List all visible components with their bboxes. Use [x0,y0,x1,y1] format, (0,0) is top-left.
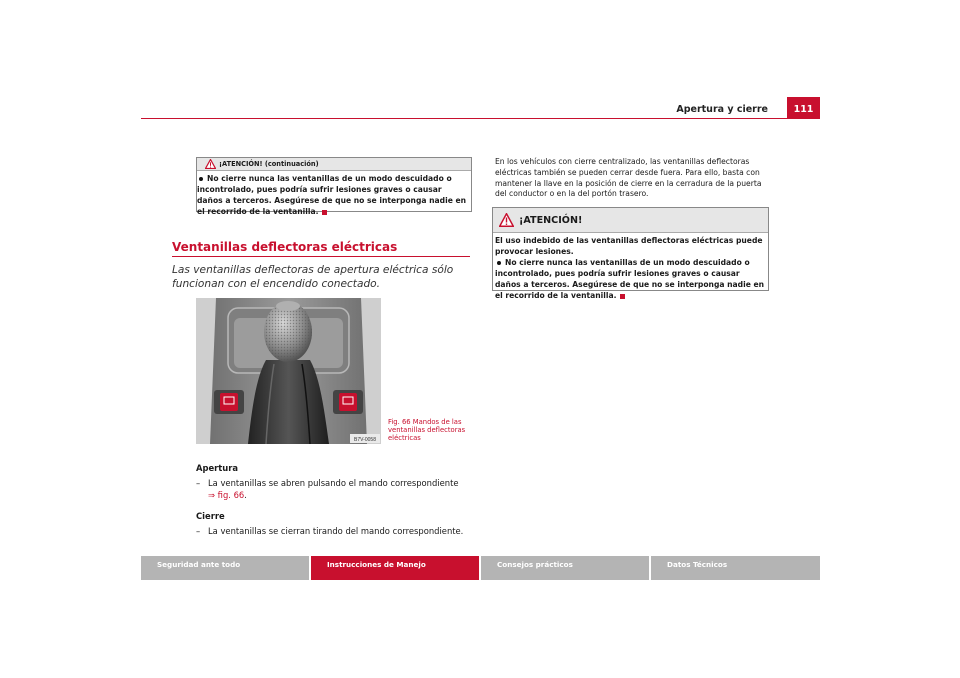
warning-intro: El uso indebido de las ventanillas deflectoras eléctricas puede provocar lesiones. [495,236,763,256]
apertura-text: La ventanillas se abren pulsando el mando correspondiente [208,478,459,488]
warning-bullet-text: No cierre nunca las ventanillas de un modo descuidado o incontrolado, pues podría sufrir lesiones graves o causar daños a terceros. Asegúrese de que no se interponga nadie en el recorrido de la ventanilla. [197,174,467,216]
figure-caption: Fig. 66 Mandos de las ventanillas deflectoras eléctricas [388,418,466,442]
warning-triangle-icon [499,213,514,227]
apertura-heading: Apertura [196,463,239,473]
warning-box-continued [196,157,472,216]
figure-code: B7V-0058 [354,437,376,443]
warning-title: ¡ATENCIÓN! (continuación) [219,159,319,168]
section-rule [172,256,470,257]
warning-bullet-text: No cierre nunca las ventanillas de un modo descuidado o incontrolado, pues podría sufrir lesiones graves o causar daños a terceros. Asegúrese de que no se interponga nadie en el recorrido de la ventanilla. [495,258,765,300]
apertura-period: . [244,490,247,500]
apertura-item [196,477,471,501]
cierre-text: La ventanillas se cierran tirando del mando correspondiente. [208,526,464,536]
tab-label: Seguridad ante todo [157,560,241,569]
left-window-switch [220,393,238,411]
warning-header [197,158,471,171]
right-window-switch [339,393,357,411]
warning-body [493,233,768,303]
warning-triangle-icon [205,159,216,169]
cierre-heading: Cierre [196,511,225,521]
gear-console-illustration [196,298,381,444]
dash: – [196,526,201,536]
end-mark-icon [620,294,625,299]
bullet-icon [497,261,501,265]
tab-label: Datos Técnicos [667,560,728,569]
tab-label: Consejos prácticos [497,560,573,569]
bullet-icon [199,177,203,181]
dash: – [196,478,201,488]
section-title: Ventanillas deflectoras eléctricas [172,240,398,254]
warning-title: ¡ATENCIÓN! [519,214,583,226]
warning-header [493,208,768,233]
running-header-title: Apertura y cierre [676,104,768,115]
header-rule [141,118,820,119]
end-mark-icon [322,210,327,215]
tab-seguridad[interactable] [141,556,309,580]
warning-body [197,171,471,219]
fig-66-link[interactable]: ⇒ fig. 66 [208,490,245,500]
tab-consejos[interactable] [481,556,649,580]
tab-instrucciones[interactable] [311,556,479,580]
figure-gear-shifter-controls [196,298,381,444]
cierre-item [196,525,471,537]
tab-label: Instrucciones de Manejo [327,560,426,569]
section-subtitle: Las ventanillas deflectoras de apertura eléctrica sólo funcionan con el encendido conectado. [172,264,454,290]
page-number: 111 [787,97,820,118]
right-paragraph: En los vehículos con cierre centralizado, las ventanillas deflectoras eléctricas también se pueden cerrar desde fuera. Para ello, basta con mantener la llave en la posición de cierre en la cerradura de la puerta del conductor o en la del portón trasero. [495,157,762,199]
tab-datos-tecnicos[interactable] [651,556,820,580]
warning-box [492,207,769,300]
